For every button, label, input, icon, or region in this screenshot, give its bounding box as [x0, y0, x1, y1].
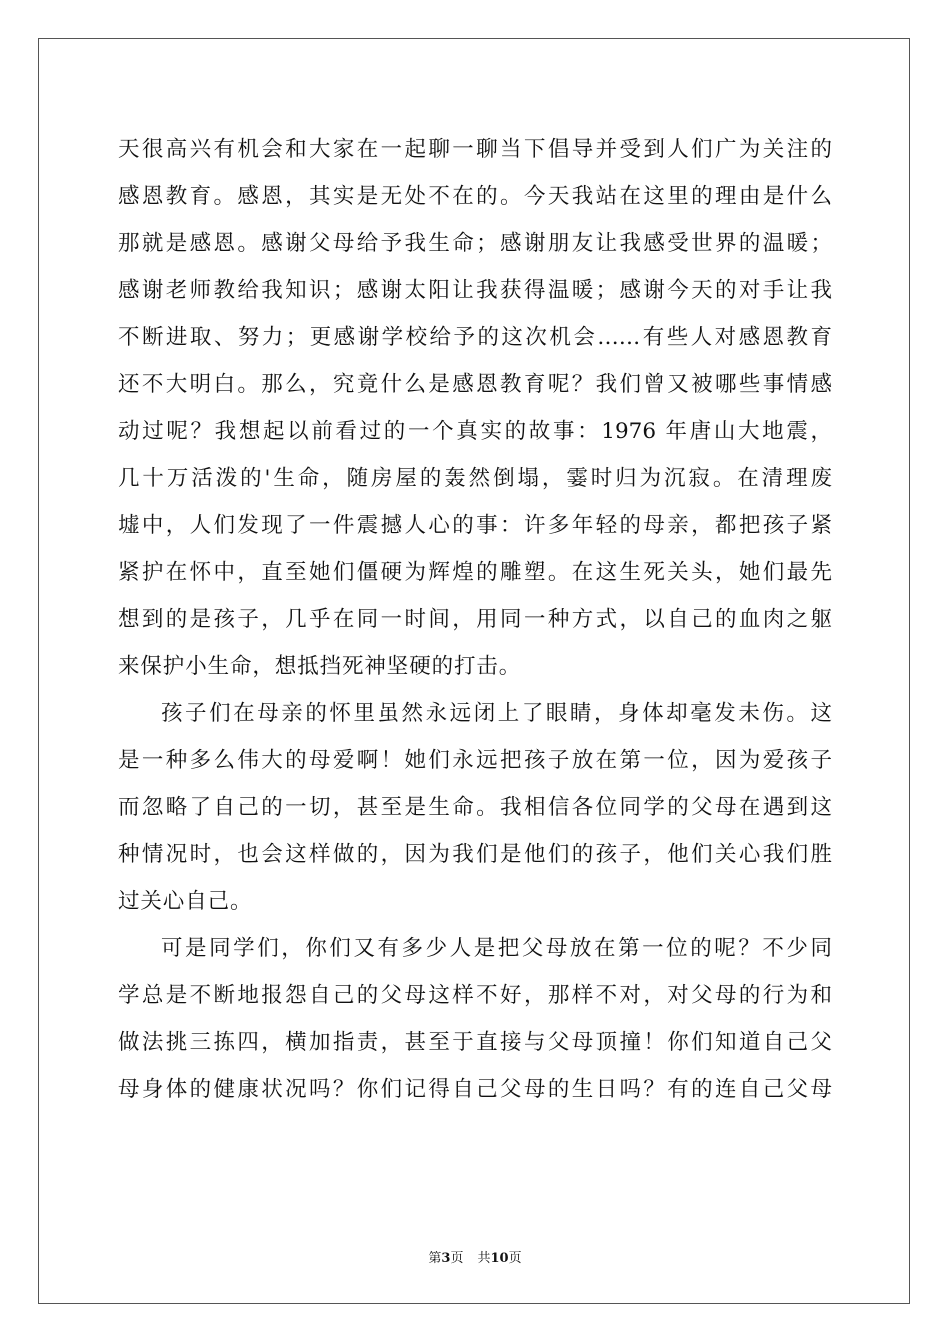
text-line: 来保护小生命，想抵挡死神坚硬的打击。	[118, 654, 522, 679]
footer-total-suffix: 页	[508, 1251, 522, 1266]
text-line: 墟中，人们发现了一件震撼人心的事：许多年轻的母亲，都把孩子紧	[118, 513, 832, 538]
text-line: 过关心自己。	[118, 889, 253, 914]
text-line: 动过呢？我想起以前看过的一个真实的故事：1976 年唐山大地震，	[118, 419, 832, 444]
footer-page-number: 3	[441, 1251, 451, 1266]
text-line: 紧护在怀中，直至她们僵硬为辉煌的雕塑。在这生死关头，她们最先	[118, 560, 832, 585]
footer-total-pages: 10	[490, 1251, 509, 1266]
text-line: 学总是不断地报怨自己的父母这样不好，那样不对，对父母的行为和	[118, 983, 832, 1008]
text-line: 还不大明白。那么，究竟什么是感恩教育呢？我们曾又被哪些事情感	[118, 372, 832, 397]
text-line: 那就是感恩。感谢父母给予我生命；感谢朋友让我感受世界的温暖；	[118, 231, 832, 256]
text-line: 母身体的健康状况吗？你们记得自己父母的生日吗？有的连自己父母	[118, 1077, 832, 1102]
page-footer	[0, 1247, 950, 1266]
text-line: 感谢老师教给我知识；感谢太阳让我获得温暖；感谢今天的对手让我	[118, 278, 832, 303]
text-line: 种情况时，也会这样做的，因为我们是他们的孩子，他们关心我们胜	[118, 842, 832, 867]
text-line: 感恩教育。感恩，其实是无处不在的。今天我站在这里的理由是什么	[118, 184, 832, 209]
text-line: 做法挑三拣四，横加指责，甚至于直接与父母顶撞！你们知道自己父	[118, 1030, 832, 1055]
text-line: 是一种多么伟大的母爱啊！她们永远把孩子放在第一位，因为爱孩子	[118, 748, 832, 773]
text-line: 孩子们在母亲的怀里虽然永远闭上了眼睛，身体却毫发未伤。这	[161, 701, 832, 726]
text-line: 天很高兴有机会和大家在一起聊一聊当下倡导并受到人们广为关注的	[118, 137, 832, 162]
footer-page-suffix: 页	[450, 1251, 464, 1266]
footer-total-prefix: 共	[477, 1251, 491, 1266]
text-line: 几十万活泼的'生命，随房屋的轰然倒塌，霎时归为沉寂。在清理废	[118, 466, 832, 491]
text-line: 想到的是孩子，几乎在同一时间，用同一种方式，以自己的血肉之躯	[118, 607, 832, 632]
text-line: 而忽略了自己的一切，甚至是生命。我相信各位同学的父母在遇到这	[118, 795, 832, 820]
footer-page-prefix: 第	[428, 1251, 442, 1266]
document-body	[118, 126, 832, 1113]
text-line: 不断进取、努力；更感谢学校给予的这次机会……有些人对感恩教育	[118, 325, 832, 350]
text-line: 可是同学们，你们又有多少人是把父母放在第一位的呢？不少同	[161, 936, 832, 961]
